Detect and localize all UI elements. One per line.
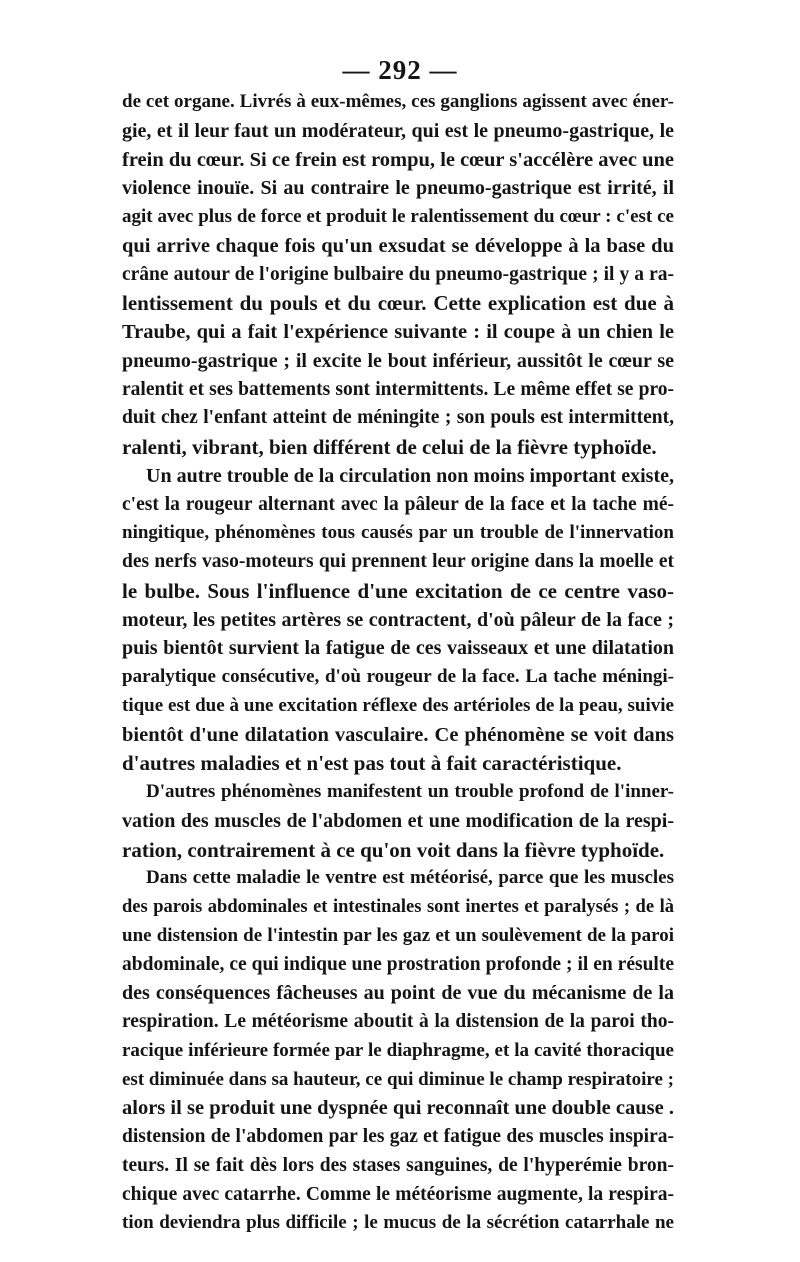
body-text	[122, 88, 674, 1238]
text-line: c'est la rougeur alternant avec la pâleur de la face et la tache mé-	[122, 493, 674, 515]
text-line: ralentit et ses battements sont intermittents. Le même effet se pro-	[122, 378, 674, 400]
text-line: est diminuée dans sa hauteur, ce qui diminue le champ respiratoire ;	[122, 1068, 674, 1090]
text-line: vation des muscles de l'abdomen et une modification de la respi-	[122, 809, 674, 832]
text-line: ralenti, vibrant, bien différent de celui de la fièvre typhoïde.	[122, 435, 657, 459]
text-line: lentissement du pouls et du cœur. Cette explication est due à	[122, 291, 674, 316]
text-line: abdominale, ce qui indique une prostration profonde ; il en résulte	[122, 953, 674, 975]
text-line: teurs. Il se fait dès lors des stases sanguines, de l'hyperémie bron-	[122, 1154, 674, 1176]
text-line: le bulbe. Sous l'influence d'une excitation de ce centre vaso-	[122, 578, 674, 603]
text-line: pneumo-gastrique ; il excite le bout inférieur, aussitôt le cœur se	[122, 349, 674, 372]
text-line: distension de l'abdomen par les gaz et fatigue des muscles inspira-	[122, 1126, 674, 1147]
text-line: qui arrive chaque fois qu'un exsudat se développe à la base du	[122, 234, 674, 257]
text-line: crâne autour de l'origine bulbaire du pneumo-gastrique ; il y a ra-	[122, 263, 674, 285]
text-line: agit avec plus de force et produit le ralentissement du cœur : c'est ce	[122, 206, 674, 227]
text-line: des conséquences fâcheuses au point de vue du mécanisme de la	[122, 982, 674, 1005]
text-line: duit chez l'enfant atteint de méningite ; son pouls est intermittent,	[122, 407, 674, 429]
text-line: des parois abdominales et intestinales sont inertes et paralysés ; de là	[122, 897, 674, 917]
text-line: chique avec catarrhe. Comme le météorisme augmente, la respira-	[122, 1183, 674, 1205]
text-line: tique est due à une excitation réflexe des artérioles de la peau, suivie	[122, 694, 674, 716]
text-line: Traube, qui a fait l'expérience suivante : il coupe à un chien le	[122, 321, 674, 343]
text-line: Un autre trouble de la circulation non moins important existe,	[146, 464, 674, 487]
text-line: une distension de l'intestin par les gaz et un soulèvement de la paroi	[122, 924, 674, 946]
text-line: alors il se produit une dyspnée qui reconnaît une double cause .	[122, 1097, 674, 1120]
text-line: ningitique, phénomènes tous causés par un trouble de l'innervation	[122, 522, 674, 544]
text-line: d'autres maladies et n'est pas tout à fait caractéristique.	[122, 751, 622, 776]
text-line: puis bientôt survient la fatigue de ces vaisseaux et une dilatation	[122, 637, 674, 660]
page-number: — 292 —	[342, 55, 458, 85]
text-line: de cet organe. Livrés à eux-mêmes, ces ganglions agissent avec éner-	[122, 91, 674, 112]
text-line: paralytique consécutive, d'où rougeur de la face. La tache méningi-	[122, 666, 674, 687]
text-line: racique inférieure formée par le diaphragme, et la cavité thoracique	[122, 1039, 674, 1061]
text-line: tion deviendra plus difficile ; le mucus de la sécrétion catarrhale ne	[122, 1212, 674, 1234]
text-line: ration, contrairement à ce qu'on voit dans la fièvre typhoïde.	[122, 837, 665, 862]
text-line: des nerfs vaso-moteurs qui prennent leur origine dans la moelle et	[122, 551, 674, 572]
text-line: respiration. Le météorisme aboutit à la distension de la paroi tho-	[122, 1011, 674, 1032]
text-line: bientôt d'une dilatation vasculaire. Ce phénomène se voit dans	[122, 723, 674, 746]
text-line: D'autres phénomènes manifestent un trouble profond de l'inner-	[146, 781, 674, 802]
text-line: Dans cette maladie le ventre est météorisé, parce que les muscles	[146, 867, 674, 889]
text-line: moteur, les petites artères se contractent, d'où pâleur de la face ;	[122, 608, 674, 631]
text-line: frein du cœur. Si ce frein est rompu, le cœur s'accélère avec une	[122, 148, 674, 171]
text-line: violence inouïe. Si au contraire le pneumo-gastrique est irrité, il	[122, 177, 674, 200]
text-line: gie, et il leur faut un modérateur, qui est le pneumo-gastrique, le	[122, 119, 674, 142]
